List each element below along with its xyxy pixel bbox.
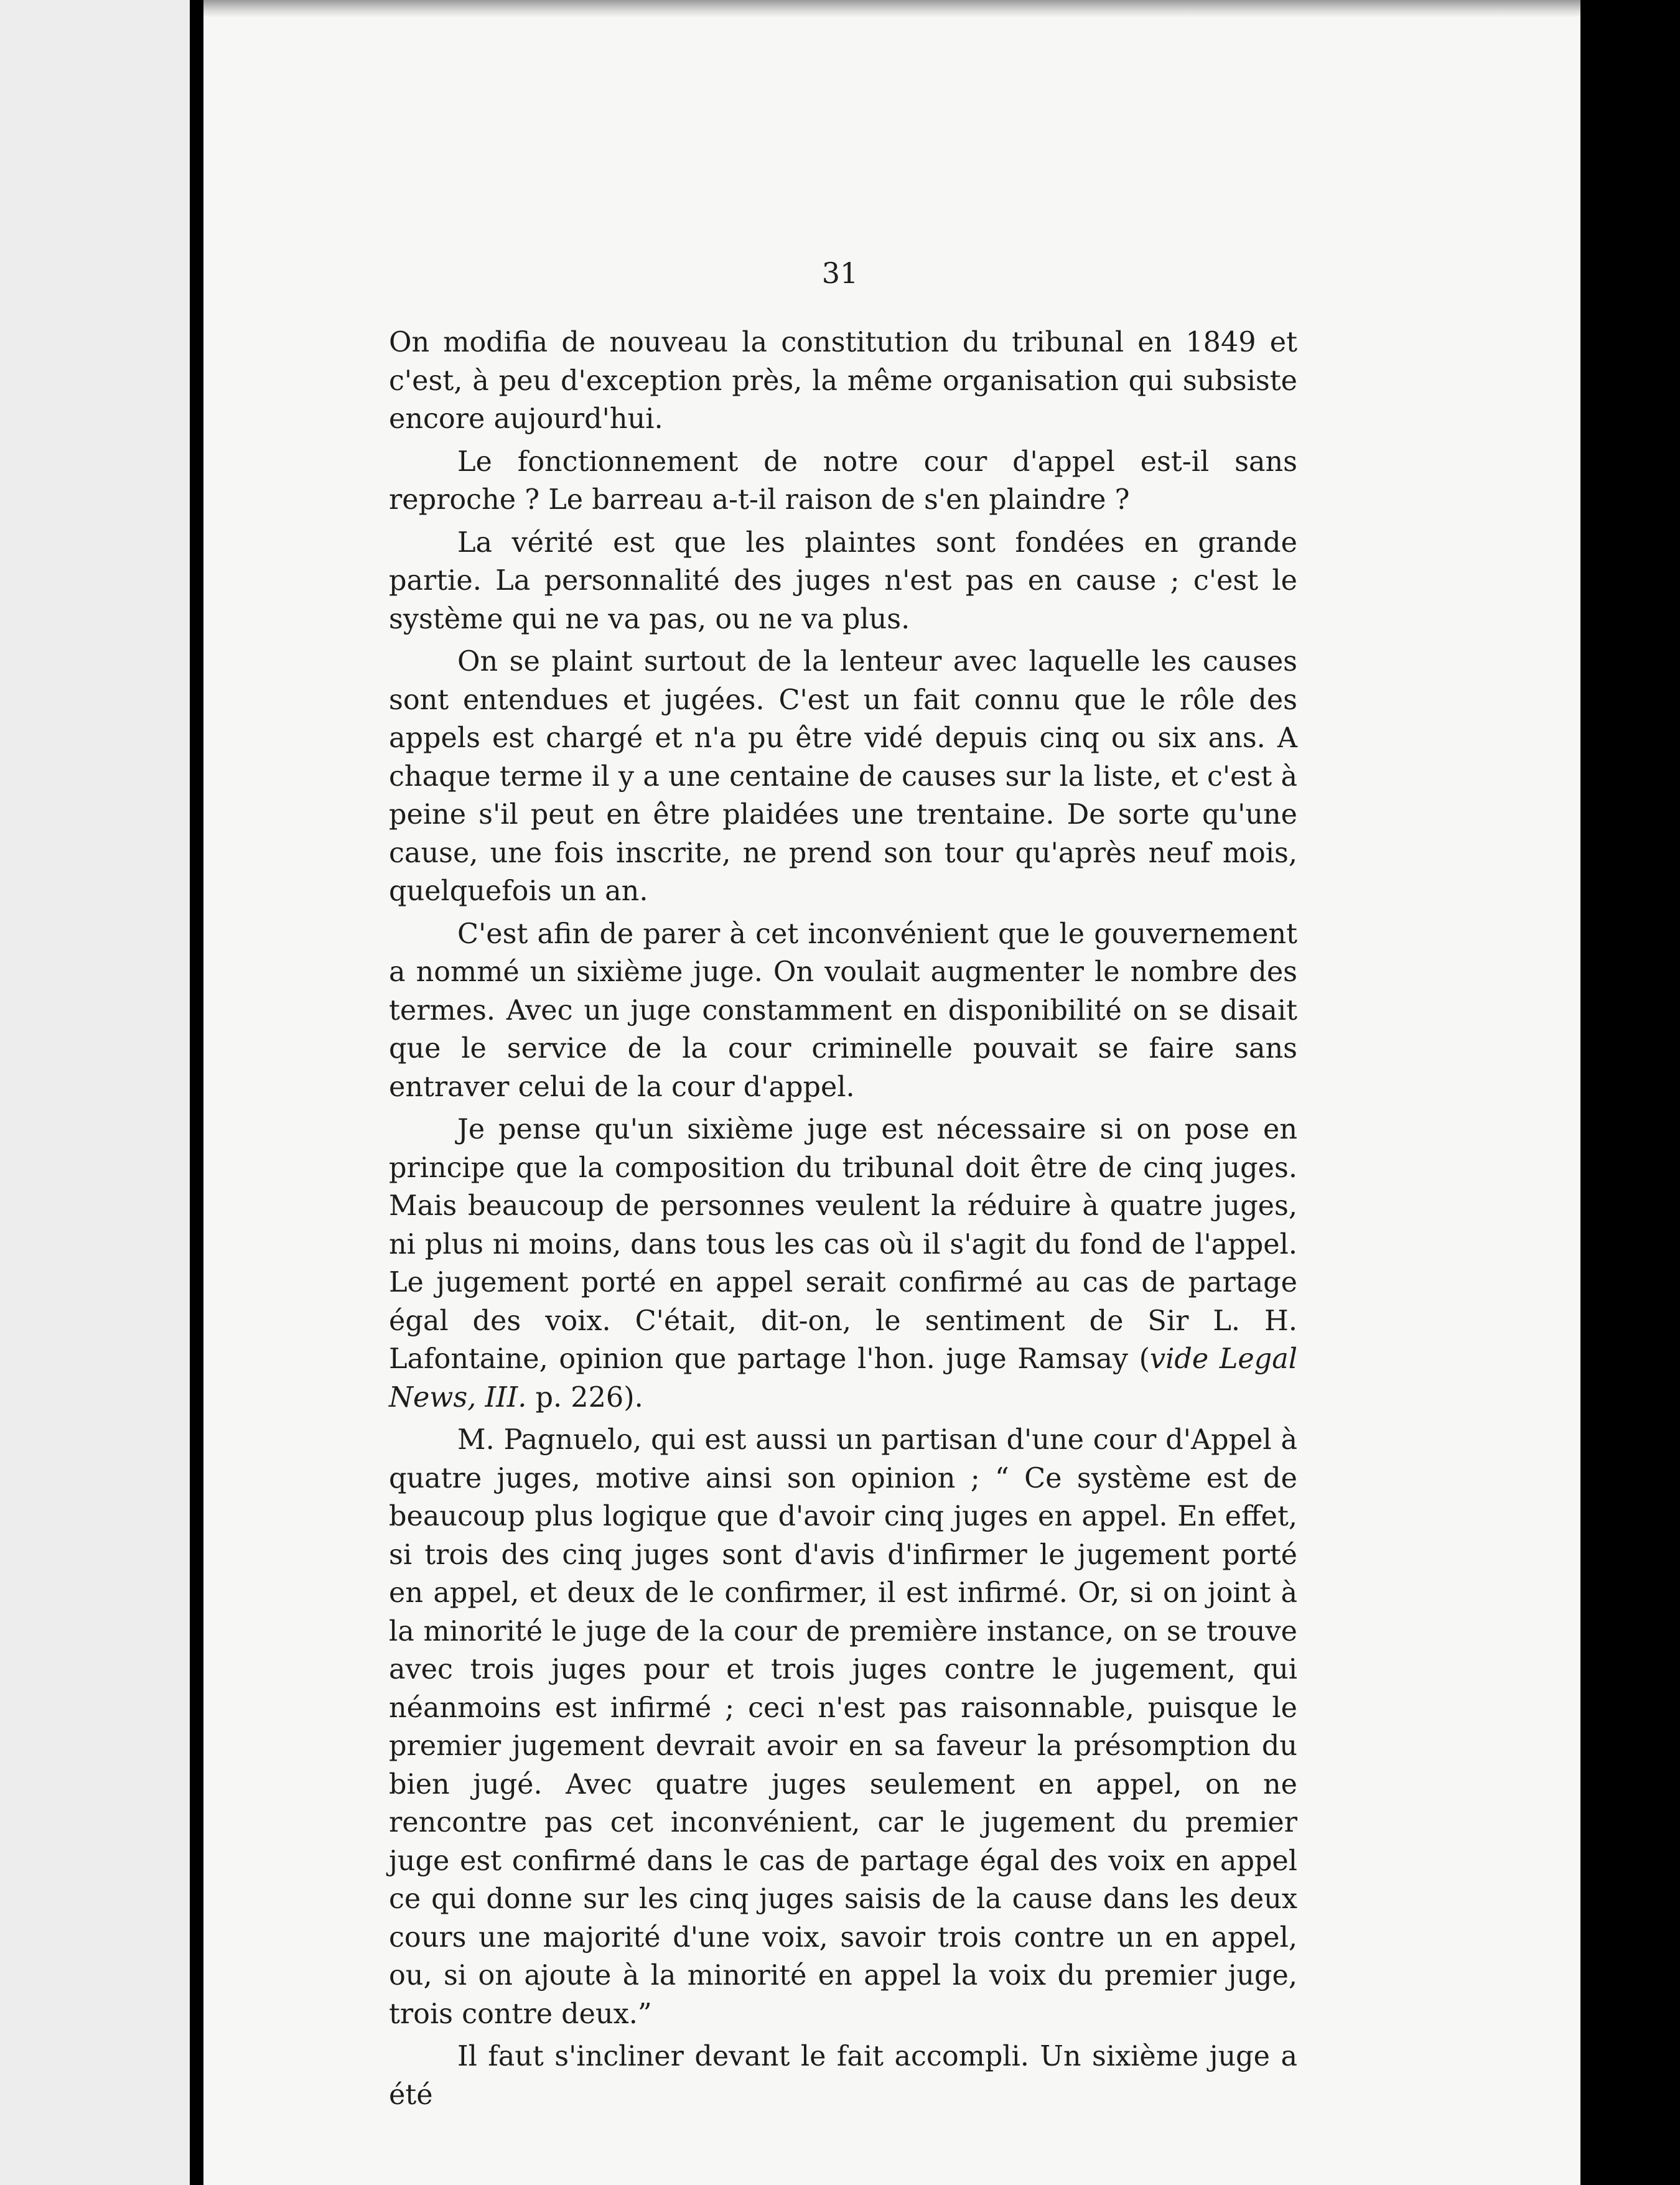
paragraph-3: La vérité est que les plaintes sont fondées en grande partie. La personnalité des juges n'est pas en cause ; c'est le système qui ne va pas, ou ne va plus. [389, 526, 1297, 635]
adjacent-page-margin [0, 0, 190, 2185]
paragraph-7: M. Pagnuelo, qui est aussi un partisan d'une cour d'Appel à quatre juges, motive ainsi son opinion ; “ Ce système est de beaucoup plus logique que d'avoir cinq juges en appel. En effet, si trois des cinq juges sont d'avis d'infirmer le jugement porté en appel, et deux de le confirmer, il est infirmé. Or, si on joint à la minorité le juge de la cour de première instance, on se trouve avec trois juges pour et trois juges contre le jugement, qui néanmoins est infirmé ; ceci n'est pas raisonnable, puisque le premier jugement devrait avoir en sa faveur la présomption du bien jugé. Avec quatre juges seulement en appel, on ne rencontre pas cet inconvénient, car le jugement du premier juge est confirmé dans le cas de partage égal des voix en appel ce qui donne sur les cinq juges saisis de la cause dans les deux cours une majorité d'une voix, savoir trois contre un en appel, ou, si on ajoute à la minorité en appel la voix du premier juge, trois contre deux.” [389, 1424, 1297, 2030]
paragraph-4: On se plaint surtout de la lenteur avec laquelle les causes sont entendues et jugées. C'est un fait connu que le rôle des appels est chargé et n'a pu être vidé depuis cinq ou six ans. A chaque terme il y a une centaine de causes sur la liste, et c'est à peine s'il peut en être plaidées une trentaine. De sorte qu'une cause, une fois inscrite, ne prend son tour qu'après neuf mois, quelquefois un an. [389, 646, 1297, 907]
scan-right-border [1580, 0, 1680, 2185]
paragraph-1: On modifia de nouveau la constitution du tribunal en 1849 et c'est, à peu d'exception près, la même organisation qui subsiste encore aujourd'hui. [389, 327, 1297, 435]
paragraph-6 [389, 1111, 1297, 1417]
body-text [389, 324, 1297, 2118]
paragraph-8: Il faut s'incliner devant le fait accompli. Un sixième juge a été [389, 2041, 1297, 2111]
paragraph-2: Le fonctionnement de notre cour d'appel est-il sans reproche ? Le barreau a-t-il raison de s'en plaindre ? [389, 445, 1297, 516]
paragraph-6-text: Je pense qu'un sixième juge est nécessaire si on pose en principe que la composition du tribunal doit être de cinq juges. Mais beaucoup de personnes veulent la réduire à quatre juges, ni plus ni moins, dans tous les cas où il s'agit du fond de l'appel. Le jugement porté en appel serait confirmé au cas de partage égal des voix. C'était, dit-on, le sentiment de Sir L. H. Lafontaine, opinion que partage l'hon. juge Ramsay ( [389, 1114, 1297, 1375]
paragraph-5: C'est afin de parer à cet inconvénient que le gouvernement a nommé un sixième juge. On voulait augmenter le nombre des termes. Avec un juge constamment en disponibilité on se disait que le service de la cour criminelle pouvait se faire sans entraver celui de la cour d'appel. [389, 918, 1297, 1103]
page-number: 31 [821, 256, 859, 290]
citation-page: p. 226). [526, 1381, 643, 1414]
citation-italic: vide Legal News, III. [389, 1343, 1297, 1414]
scan-left-border [190, 0, 203, 2185]
scan-top-shadow [203, 0, 1580, 17]
